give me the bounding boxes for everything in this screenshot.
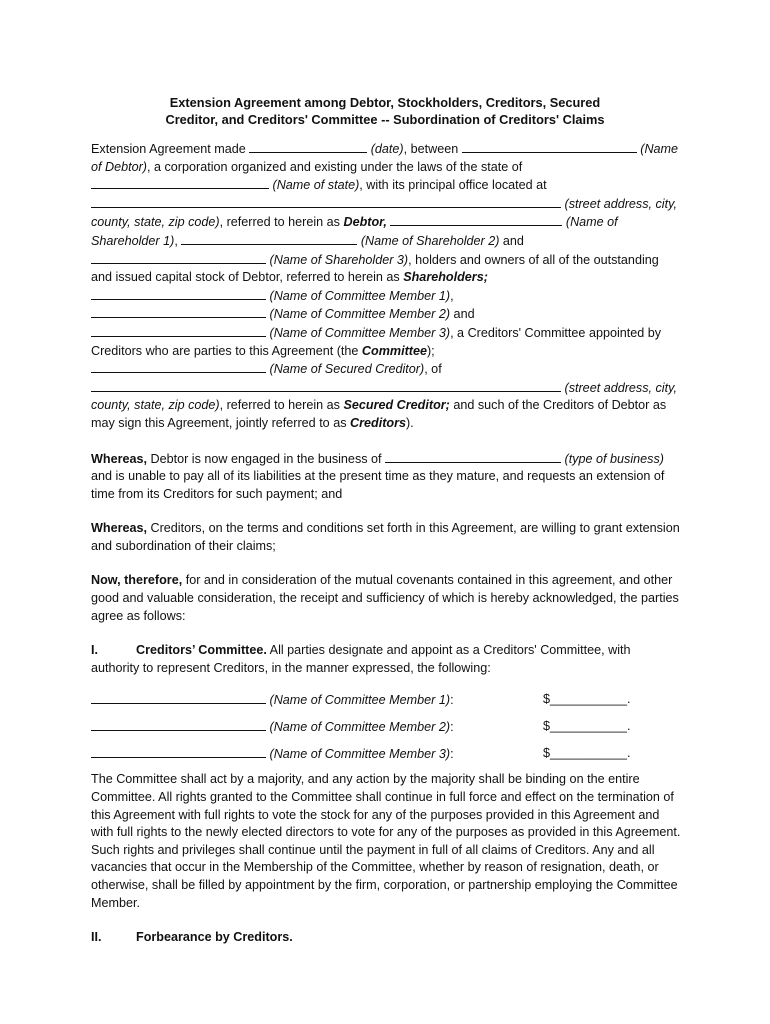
business-type-label: (type of business) — [564, 451, 664, 466]
creditors-definition: Creditors — [350, 415, 406, 430]
committee-member-2-label: (Name of Committee Member 2) — [269, 307, 451, 322]
colon: : — [450, 693, 454, 708]
intro-text: ). — [405, 415, 414, 430]
debtor-name-label: (Name of Debtor) — [91, 142, 679, 174]
committee-member-amount: $___________. — [543, 692, 631, 707]
intro-text: , between — [403, 142, 459, 156]
committee-member-label: (Name of Committee Member 2) — [269, 720, 451, 735]
committee-member-1-blank — [91, 287, 266, 300]
shareholder-3-label: (Name of Shareholder 3) — [269, 252, 409, 267]
committee-member-name-blank — [91, 718, 266, 731]
intro-text: and such of the Creditors of Debtor as may sign this Agreement, jointly referred to as — [91, 398, 667, 430]
shareholders-definition: Shareholders; — [403, 270, 488, 285]
committee-member-3-label: (Name of Committee Member 3) — [269, 325, 451, 340]
section-2-number: II. — [91, 930, 102, 945]
date-label: (date) — [370, 142, 404, 156]
state-blank — [91, 176, 269, 189]
committee-member-row — [91, 745, 681, 772]
committee-member-amount: $___________. — [543, 746, 631, 761]
committee-member-name-blank — [91, 745, 266, 758]
intro-paragraph — [91, 140, 681, 433]
secured-creditor-address-blank — [91, 379, 561, 392]
title-line-2: Creditor, and Creditors' Committee -- Subordination of Creditors' Claims — [165, 112, 605, 127]
shareholder-3-blank — [91, 251, 266, 264]
whereas-paragraph-2 — [91, 520, 681, 555]
section-1 — [91, 642, 681, 912]
intro-text: , — [450, 288, 454, 303]
date-blank — [249, 140, 367, 153]
committee-member-label: (Name of Committee Member 1) — [269, 693, 451, 708]
secured-creditor-label: (Name of Secured Creditor) — [269, 362, 425, 377]
committee-member-row — [91, 691, 681, 718]
intro-text: , referred to herein as — [219, 398, 344, 413]
intro-text: , a corporation organized and existing under the laws of the state of — [147, 159, 523, 174]
committee-member-label: (Name of Committee Member 3) — [269, 747, 451, 762]
committee-member-1-label: (Name of Committee Member 1) — [269, 288, 451, 303]
colon: : — [450, 720, 454, 735]
intro-text: Extension Agreement made — [91, 142, 250, 156]
shareholder-1-blank — [390, 213, 562, 226]
section-1-number: I. — [91, 643, 98, 658]
intro-text: ); — [426, 343, 435, 358]
intro-text: , of — [424, 362, 442, 377]
committee-member-row — [91, 718, 681, 745]
committee-member-list — [91, 691, 681, 772]
whereas-paragraph-1 — [91, 450, 681, 504]
secured-creditor-address-label: (street address, city, county, state, zip code) — [91, 380, 677, 413]
intro-text: , with its principal office located at — [359, 178, 547, 193]
whereas-lead: Whereas, — [91, 521, 147, 536]
debtor-name-blank — [462, 140, 637, 153]
title-line-1: Extension Agreement among Debtor, Stockholders, Creditors, Secured — [169, 95, 601, 110]
document-body — [91, 140, 681, 947]
committee-paragraph: The Committee shall act by a majority, and any action by the majority shall be binding on the entire Committee. All rights granted to the Committee shall continue in full force and effect on the termination of this Agreement with full rights to vote the stock for any of the purposes provided in this Agreement and with full rights to the newly elected directors to vote for any of the purposes as provided in this Agreement. Such rights and privileges shall continue until the payment in full of all claims of Creditors. Any and all vacancies that occur in the Membership of the Committee, whether by reason of resignation, death, or otherwise, shall be filled by appointment by the firm, corporation, or partnership employing the Committee Member. — [91, 772, 681, 910]
now-therefore-lead: Now, therefore, — [91, 573, 183, 588]
committee-member-3-blank — [91, 324, 266, 337]
section-2 — [91, 929, 681, 947]
section-1-intro — [91, 642, 681, 677]
secured-creditor-blank — [91, 360, 266, 373]
intro-text: and — [450, 307, 475, 322]
shareholder-1-label: (Name of Shareholder 1) — [91, 215, 618, 248]
committee-definition: Committee — [361, 343, 427, 358]
now-therefore-text: for and in consideration of the mutual covenants contained in this agreement, and other good and valuable consideration, the receipt and sufficiency of which is hereby acknowledged, the parties agree as follows: — [91, 573, 679, 623]
section-1-text: All parties designate and appoint as a Creditors' Committee, with authority to represent Creditors, in the manner expressed, the following: — [91, 643, 631, 675]
debtor-definition: Debtor, — [343, 215, 387, 230]
intro-text: , referred to herein as — [219, 215, 344, 230]
whereas-lead: Whereas, — [91, 451, 147, 466]
intro-text: and — [499, 233, 524, 248]
now-therefore-paragraph — [91, 572, 681, 625]
whereas-text: and is unable to pay all of its liabilities at the present time as they mature, and requests an extension of time from its Creditors for such payment; and — [91, 469, 665, 501]
business-type-blank — [385, 450, 561, 463]
whereas-text: Creditors, on the terms and conditions set forth in this Agreement, are willing to grant extension and subordination of their claims; — [91, 521, 680, 553]
shareholder-2-blank — [181, 232, 357, 245]
intro-text: , holders and owners of all of the outstanding and issued capital stock of Debtor, referred to herein as — [91, 252, 659, 285]
section-1-heading: Creditors’ Committee. — [136, 643, 267, 658]
document-title — [90, 94, 680, 128]
whereas-text: Debtor is now engaged in the business of — [147, 451, 386, 466]
state-label: (Name of state) — [272, 178, 360, 193]
colon: : — [450, 747, 454, 762]
address-blank — [91, 195, 561, 208]
intro-text: , a Creditors' Committee appointed by Creditors who are parties to this Agreement (the — [91, 325, 662, 358]
secured-creditor-definition: Secured Creditor; — [343, 398, 450, 413]
intro-text: , — [174, 233, 182, 248]
committee-member-amount: $___________. — [543, 719, 631, 734]
section-2-heading: Forbearance by Creditors. — [136, 930, 293, 945]
shareholder-2-label: (Name of Shareholder 2) — [360, 233, 500, 248]
committee-member-name-blank — [91, 691, 266, 704]
address-label: (street address, city, county, state, zip code) — [91, 196, 677, 230]
committee-member-2-blank — [91, 305, 266, 318]
